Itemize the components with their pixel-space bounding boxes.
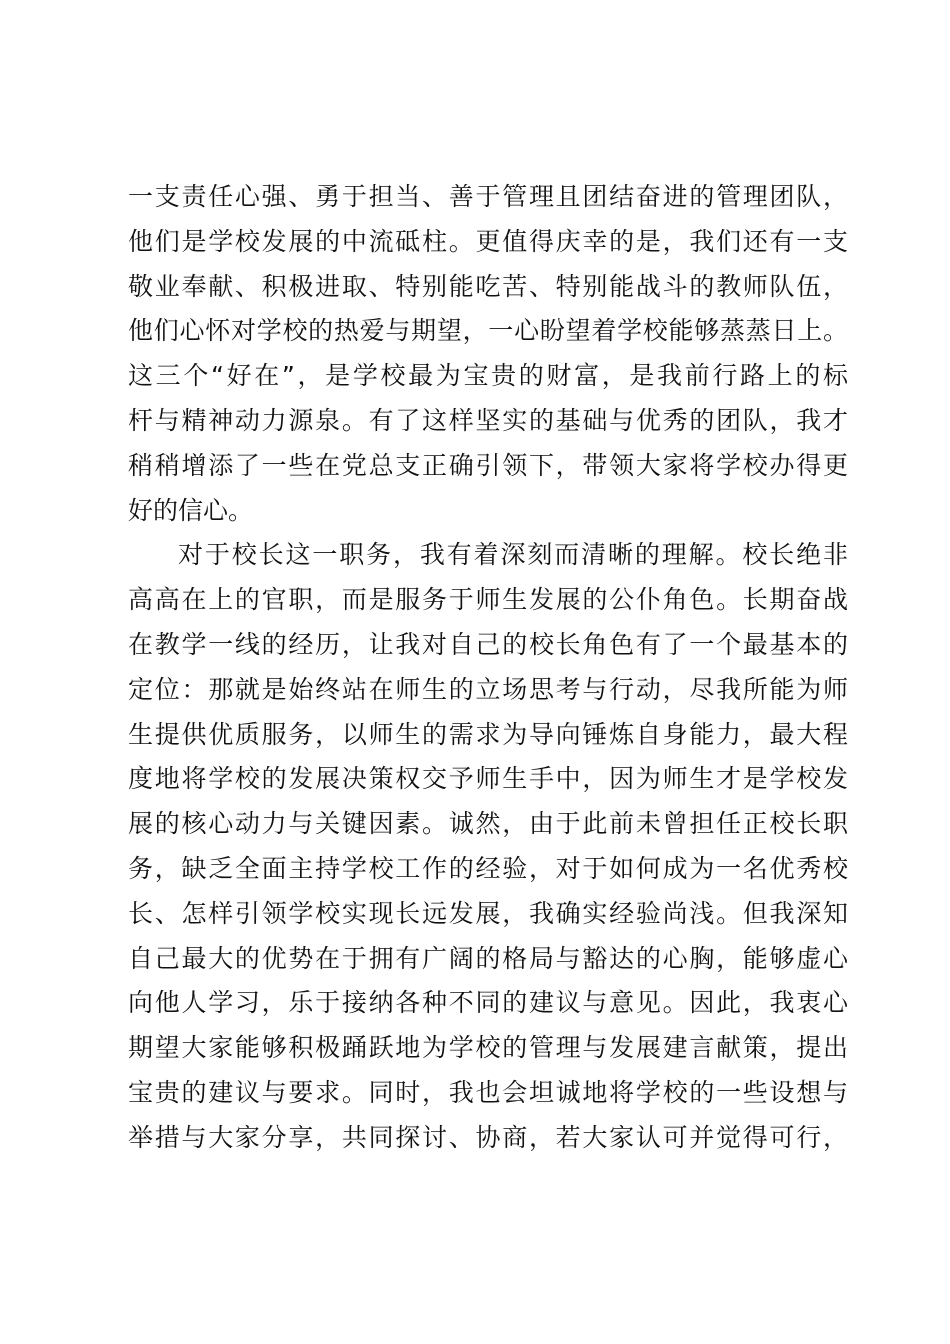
text-line: 他们心怀对学校的热爱与期望，一心盼望着学校能够蒸蒸日上。 — [128, 316, 848, 346]
text-line: 对于校长这一职务，我有着深刻而清晰的理解。校长绝非 — [178, 540, 848, 570]
text-line: 好的信心。 — [128, 495, 254, 525]
text-line: 定位：那就是始终站在师生的立场思考与行动，尽我所能为师 — [128, 674, 848, 704]
text-line: 度地将学校的发展决策权交予师生手中，因为师生才是学校发 — [128, 764, 848, 794]
text-line: 他们是学校发展的中流砥柱。更值得庆幸的是，我们还有一支 — [128, 226, 848, 256]
text-line: 一支责任心强、勇于担当、善于管理且团结奋进的管理团队， — [128, 182, 848, 211]
text-line: 长、怎样引领学校实现长远发展，我确实经验尚浅。但我深知 — [128, 898, 848, 928]
text-line: 这三个“好在”，是学校最为宝贵的财富，是我前行路上的标 — [128, 361, 848, 391]
body-text — [128, 175, 848, 1161]
text-line: 敬业奉献、积极进取、特别能吃苦、特别能战斗的教师队伍， — [128, 271, 848, 301]
text-line: 期望大家能够积极踊跃地为学校的管理与发展建言献策，提出 — [128, 1033, 848, 1063]
text-line: 杆与精神动力源泉。有了这样坚实的基础与优秀的团队，我才 — [128, 405, 848, 435]
text-line: 举措与大家分享，共同探讨、协商，若大家认可并觉得可行， — [128, 1122, 848, 1152]
text-line: 务，缺乏全面主持学校工作的经验，对于如何成为一名优秀校 — [128, 853, 848, 883]
text-line: 稍稍增添了一些在党总支正确引领下，带领大家将学校办得更 — [128, 450, 848, 480]
text-line: 在教学一线的经历，让我对自己的校长角色有了一个最基本的 — [128, 629, 848, 659]
text-line: 向他人学习，乐于接纳各种不同的建议与意见。因此，我衷心 — [128, 988, 848, 1018]
text-line: 高高在上的官职，而是服务于师生发展的公仆角色。长期奋战 — [128, 585, 848, 615]
text-line: 自己最大的优势在于拥有广阔的格局与豁达的心胸，能够虚心 — [128, 943, 848, 973]
text-line: 宝贵的建议与要求。同时，我也会坦诚地将学校的一些设想与 — [128, 1077, 848, 1107]
text-line: 展的核心动力与关键因素。诚然，由于此前未曾担任正校长职 — [128, 809, 848, 839]
text-line: 生提供优质服务，以师生的需求为导向锤炼自身能力，最大程 — [128, 719, 848, 749]
